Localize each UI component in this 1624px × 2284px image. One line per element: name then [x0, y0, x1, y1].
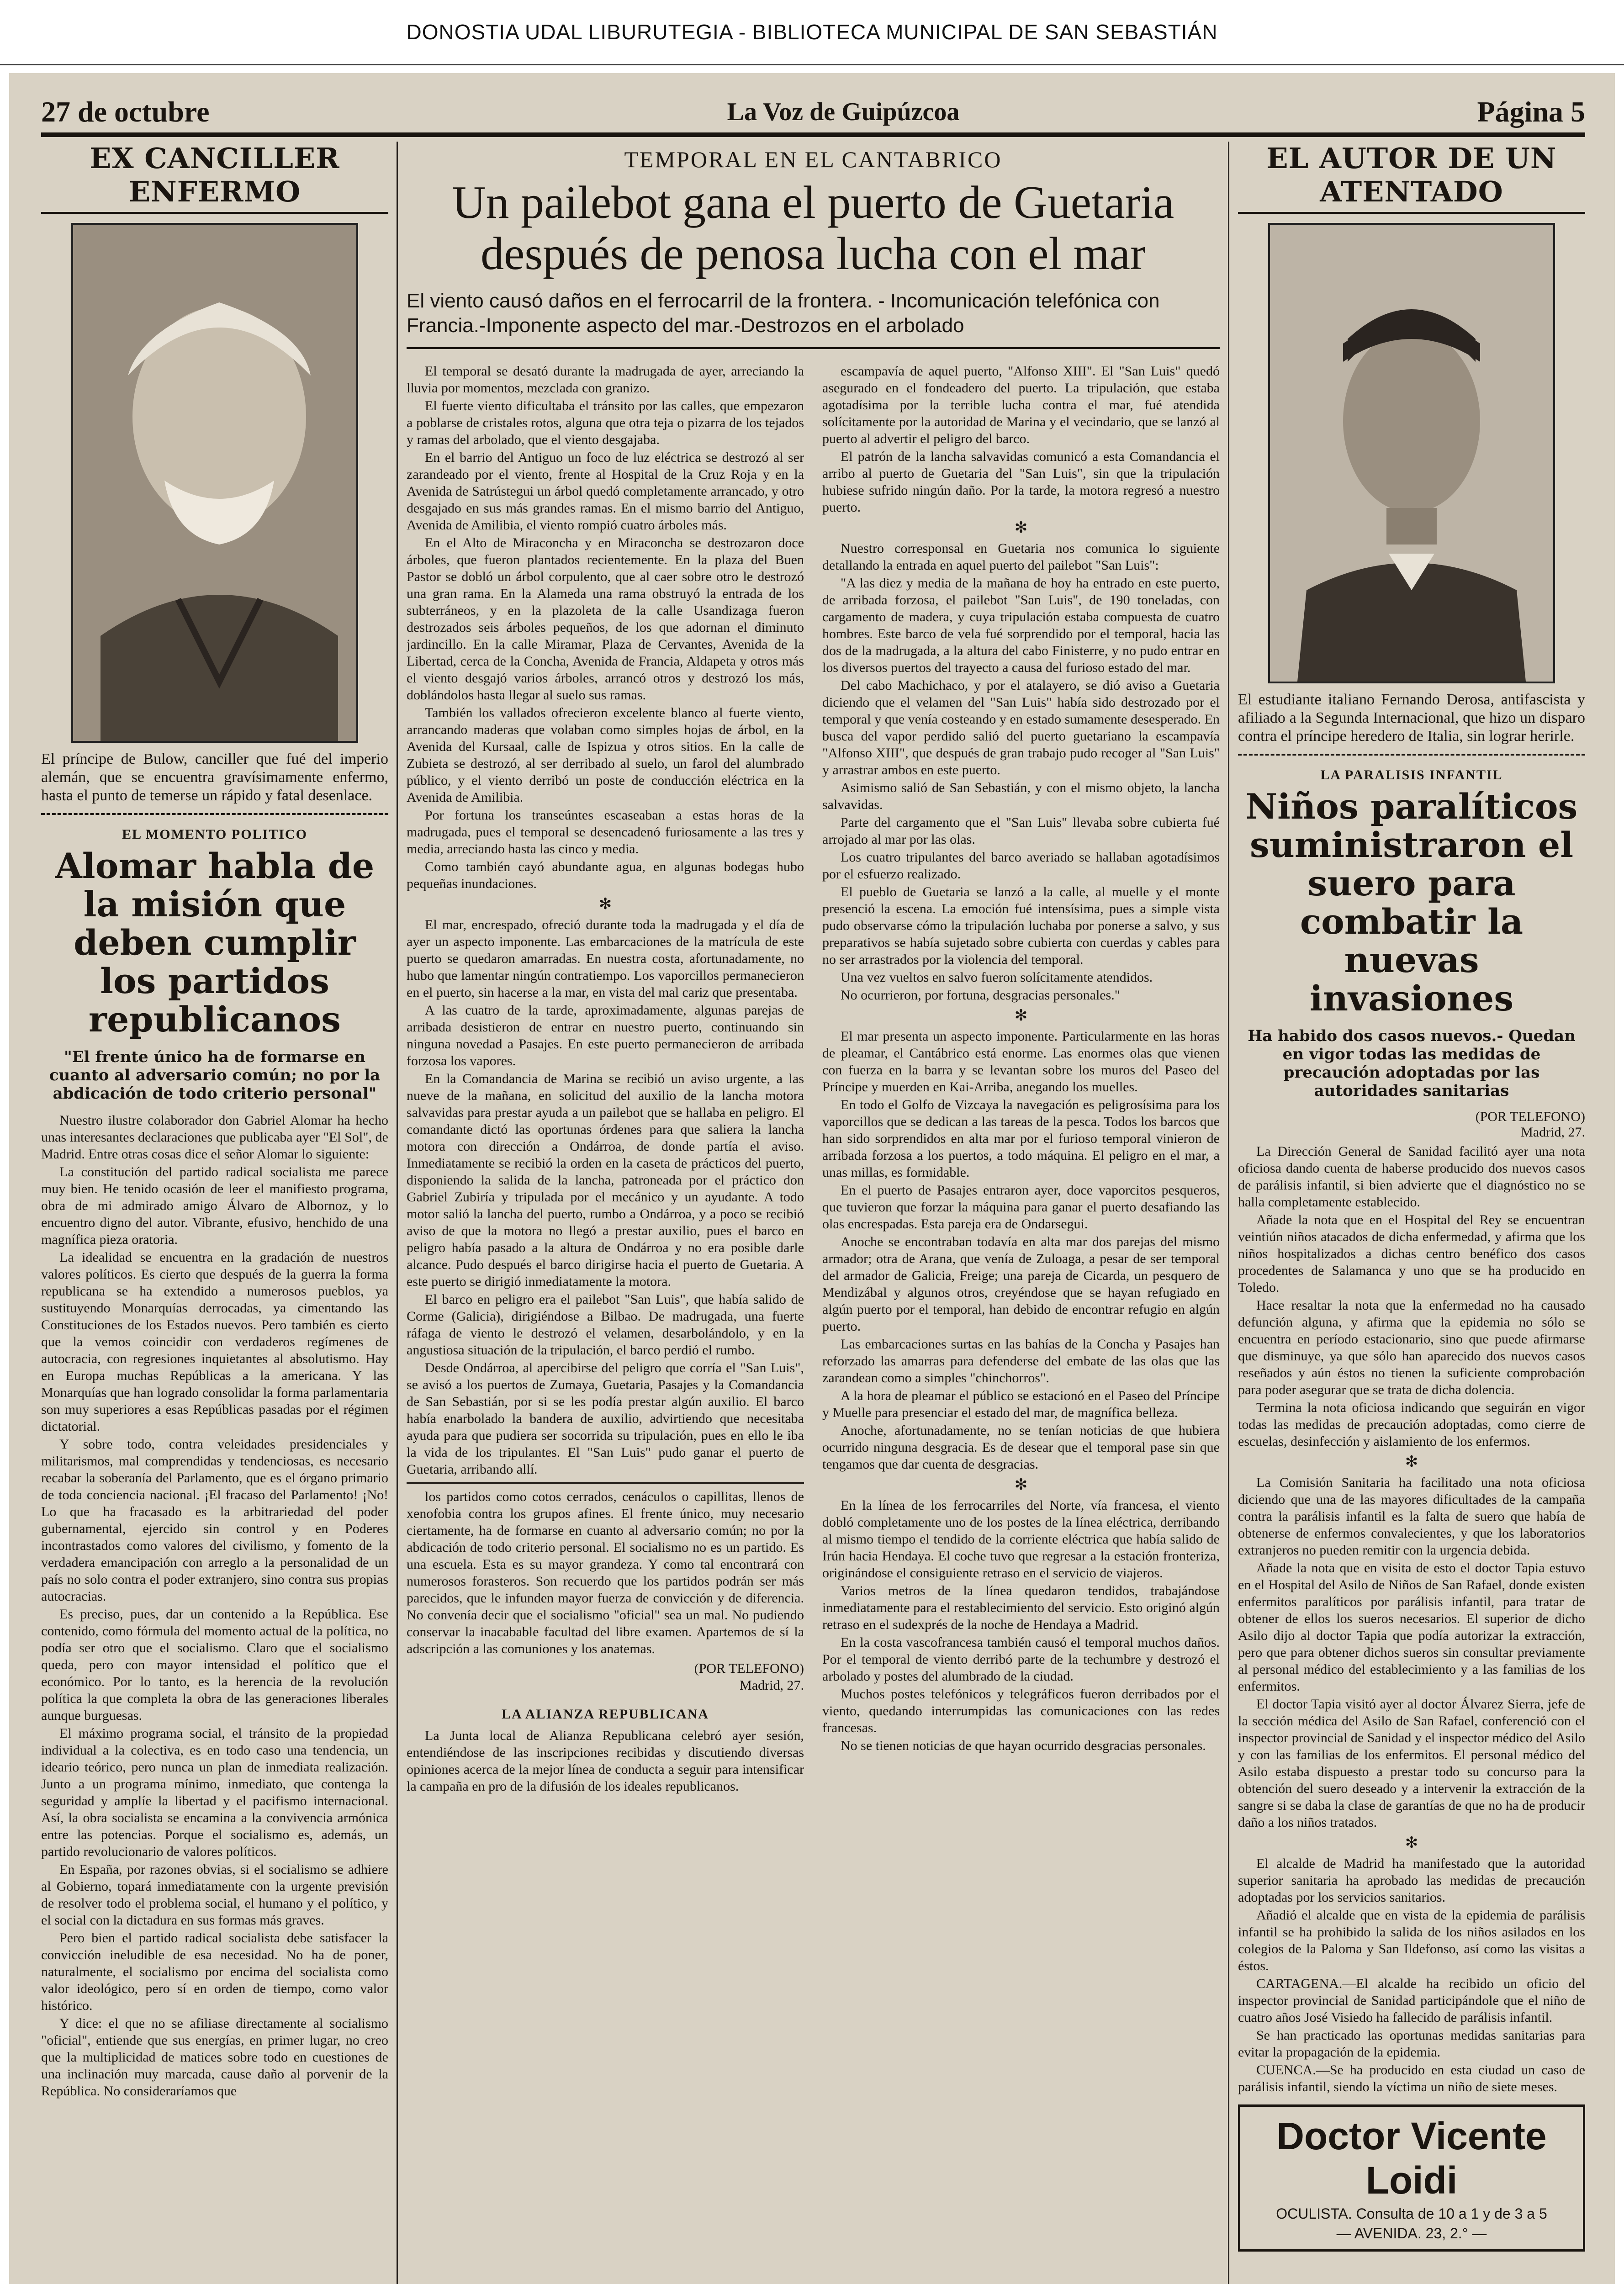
right-section: LA PARALISIS INFANTIL	[1320, 767, 1503, 782]
paragraph: Y sobre todo, contra veleidades presidenciales y militarismos, mal comprendidas y tendenciosas, es necesario recabar la soberanía del Parlamento, que es el órgano primario de toda conciencia nacional. ¡El fracaso del Parlamento! ¡No! Lo que ha fracasado es la arbitrariedad del poder gubernamental, ejercido sin control y en Poderes incontrastados como valores del civilismo, y fomento de la verdadera emancipación con arreglo a la personalidad de un país no solo contra el poder extranjero, sino contra sus propias autocracias.	[41, 1437, 388, 1604]
paragraph: Nuestro corresponsal en Guetaria nos comunica lo siguiente detallando la entrada en aquel puerto del pailebot "San Luis":	[822, 541, 1220, 573]
paragraph: A la hora de pleamar el público se estacionó en el Paseo del Príncipe y Muelle para presenciar el estado del mar, de magnífica belleza.	[822, 1388, 1220, 1420]
paragraph: En la costa vascofrancesa también causó el temporal muchos daños. Por el temporal de viento derribó parte de la techumbre y destrozó el arbolado y postes del alumbrado de la ciudad.	[822, 1635, 1220, 1684]
newspaper-page	[9, 73, 1615, 2284]
archive-header	[0, 0, 1624, 65]
paragraph: Varios metros de la línea quedaron tendidos, trabajándose inmediatamente para el restablecimiento del servicio. Esto originó algún retraso en el sudexprés de la noche de Hendaya a Madrid.	[822, 1583, 1220, 1632]
paragraph: CUENCA.—Se ha producido en esta ciudad un caso de parálisis infantil, siendo la víctima un niño de siete meses.	[1238, 2062, 1585, 2094]
column-divider	[397, 142, 398, 2284]
separator-asterisk: ✻	[1014, 1476, 1028, 1493]
deck: El viento causó daños en el ferrocarril de la frontera. - Incomunicación telefónica con Francia.-Imponente aspecto del mar.-Destrozos en el arbolado	[407, 289, 1220, 349]
left-body	[41, 1112, 388, 2099]
portrait-illustration	[73, 225, 356, 741]
left-column	[41, 142, 388, 2284]
paragraph: Es preciso, pues, dar un contenido a la República. Ese contenido, como fórmula del momento actual de la política, no podía ser otro que el socialismo. Claro que el socialismo queda, pero con mayor intensidad el político que el económico. Por lo tanto, es la herencia de la revolución política la que completa la obra de las generaciones liberales aunque burguesas.	[41, 1607, 388, 1723]
paragraph: En todo el Golfo de Vizcaya la navegación es peligrosísima para los vaporcillos que se dedican a las tareas de la pesca. Todos los barcos que han sido sorprendidos en alta mar por el furioso temporal vinieron de arribada forzosa a los puertos, a todo máquina. El peligro en el mar, a unas millas, es formidable.	[822, 1097, 1220, 1180]
paragraph: El mar, encrespado, ofreció durante toda la madrugada y el día de ayer un aspecto imponente. Las embarcaciones de la matrícula de este puerto se quedaron amarradas. En nuestra costa, afortunadamente, no hubo que lamentar ningún contratiempo. Los vaporcillos permanecieron en el puerto, sin hacerse a la mar, en vista del mal cariz que presentaba.	[407, 917, 804, 1000]
paragraph: Añade la nota que en el Hospital del Rey se encuentran veintiún niños atacados de dicha enfermedad, y afirma que los niños hospitalizados a dichas centro benéfico dos casos procedentes de Salamanca y uno que se ha producido en Toledo.	[1238, 1212, 1585, 1295]
doctor-ad	[1238, 2104, 1585, 2252]
paragraph: No ocurrieron, por fortuna, desgracias personales."	[841, 988, 1121, 1003]
paragraph: Del cabo Machichaco, y por el atalayero, se dió aviso a Guetaria diciendo que el velamen del "San Luis" había sido destrozado por el temporal y que venía costeando y en estado sumamente desesperado. En busca del vapor perdido salió del puerto guetariano la escampavía "Alfonso XIII", que después de gran trabajo pudo recoger al "San Luis" y arrastrar ambos en este puerto.	[822, 678, 1220, 777]
paragraph: Desde Ondárroa, al apercibirse del peligro que corría el "San Luis", se avisó a los puertos de Zumaya, Guetaria, Pasajes y la Comandancia de San Sebastián, por si se les podía prestar algún auxilio. El barco había enarbolado la bandera de auxilio, advirtiendo que necesitaba ayuda para que pudiera ser socorrida su tripulación, pues en ello le iba la vida de los tripulantes. El "San Luis" pudo ganar el puerto de Guetaria, arribando allí.	[407, 1360, 804, 1477]
folio-date: 27 de octubre	[41, 95, 210, 128]
right-kicker: EL AUTOR DE UN ATENTADO	[1238, 142, 1585, 214]
separator-asterisk: ✻	[1405, 1835, 1418, 1851]
separator-asterisk: ✻	[1014, 1007, 1028, 1024]
separator-asterisk: ✻	[1014, 519, 1028, 536]
paragraph: Los cuatro tripulantes del barco averiado se hallaban agotadísimos por el esfuerzo realizado.	[822, 850, 1220, 882]
divider	[1238, 754, 1585, 756]
dateline: (POR TELEFONO) Madrid, 27.	[1475, 1109, 1585, 1140]
paragraph: En el barrio del Antiguo un foco de luz eléctrica se destrozó al ser zarandeado por el viento, frente al Hospital de la Cruz Roja y en la Avenida de Satrústegui un árbol quedó completamente arrancado, y otro desgajado en sus más grandes ramas. En el mismo barrio del Antiguo, Avenida de Amilibia, el viento rompió cuatro árboles más.	[407, 450, 804, 533]
paragraph: La idealidad se encuentra en la gradación de nuestros valores políticos. Es cierto que después de la guerra la forma republicana se ha extendido a numerosos pueblos, ya sustituyendo Monarquías derrocadas, ya cimentando las Constituciones de los Estados nuevos. Pero también es cierto que la vemos coincidir con verdaderos regímenes de autocracia, con regresiones inquietantes al absolutismo. Hay en Europa muchas Repúblicas a la americana. Y las Monarquías que han logrado consolidar la forma parlamentaria son muy superiores a esas Repúblicas pasadas por el régimen dictatorial.	[41, 1250, 388, 1434]
paragraph: En España, por razones obvias, si el socialismo se adhiere al Gobierno, topará inmediatamente con la urgente previsión de resolver todo el problema social, el humano y el político, y el social con la dictadura en sus formas más graves.	[41, 1862, 388, 1928]
paragraph: No se tienen noticias de que hayan ocurrido desgracias personales.	[841, 1738, 1206, 1753]
paragraph: Pero bien el partido radical socialista debe satisfacer la convicción ineludible de esa necesidad. No ha de poner, naturalmente, el socialismo por encima del socialista como valor ideológico, pero sí en orden de tiempo, como valor histórico.	[41, 1930, 388, 2013]
paragraph: CARTAGENA.—El alcalde ha recibido un oficio del inspector provincial de Sanidad participándole que el niño de cuatro años José Visiedo ha fallecido de parálisis infantil.	[1238, 1976, 1585, 2025]
center-kicker: TEMPORAL EN EL CANTABRICO	[624, 147, 1002, 172]
paragraph: El máximo programa social, el tránsito de la propiedad individual a la colectiva, es en todo caso una tendencia, un ideario teórico, pero nunca un plan de inmediata realización. Junto a un programa mínimo, inmediato, que contenga la seguridad y amplíe la libertad y el pacifismo internacional. Así, la obra socialista se encamina a la convivencia armónica entre las potencias. Porque el socialismo es, además, un partido revolucionario de valores políticos.	[41, 1726, 388, 1859]
archive-banner: DONOSTIA UDAL LIBURUTEGIA - BIBLIOTECA MUNICIPAL DE SAN SEBASTIÁN	[406, 20, 1218, 44]
paragraph: El temporal se desató durante la madrugada de ayer, arreciando la lluvia por momentos, mezclada con granizo.	[407, 364, 804, 396]
paragraph: El patrón de la lancha salvavidas comunicó a esta Comandancia el arribo al puerto de Guetaria del "San Luis", sin que la tripulación hubiese sufrido ningún daño. Por la tarde, la motora regresó a nuestro puerto.	[822, 449, 1220, 515]
paragraph: El pueblo de Guetaria se lanzó a la calle, al muelle y el monte presenció la escena. La emoción fué intensísima, pues a simple vista pudo observarse cómo la tripulación luchaba por ponerse a salvo, y sus preparativos se había sujetado sobre cubierta con cuerdas y cables para no ser arrastrados por la violencia del temporal.	[822, 884, 1220, 967]
suspect-illustration	[1270, 225, 1553, 682]
left-headline: Alomar habla de la misión que deben cumplir los partidos republicanos	[55, 846, 375, 1040]
divider	[41, 813, 388, 815]
paragraph: Hace resaltar la nota que la enfermedad no ha causado defunción alguna, y afirma que la epidemia no sólo se encuentra en período estacionario, sino que puede afirmarse que disminuye, ya que sólo han aparecido dos nuevos casos reseñados y aún éstos no tienen la suficiente comprobación para poder asegurar que se trata de dicha dolencia.	[1238, 1298, 1585, 1397]
paragraph: Como también cayó abundante agua, en algunas bodegas hubo pequeñas inundaciones.	[407, 859, 804, 891]
left-section: EL MOMENTO POLITICO	[122, 827, 307, 842]
paragraph: El doctor Tapia visitó ayer al doctor Álvarez Sierra, jefe de la sección médica del Asilo de San Rafael, conferenció con el inspector provincial de Sanidad y el inspector médico del Asilo y con las familias de los enfermitos. El personal médico del Asilo estaba dispuesto a prestar todo su concurso para la obtención del suero deseado y a intervenir la extracción de la sangre si se daba la clase de garantías de que no ha de producir daño a los niños tratados.	[1238, 1697, 1585, 1830]
left-kicker: EX CANCILLER ENFERMO	[41, 142, 388, 214]
paragraph: Las embarcaciones surtas en las bahías de la Concha y Pasajes han reforzado las amarras para defenderse del embate de las olas que las zarandean como a simples "chinchorros".	[822, 1337, 1220, 1385]
paragraph: Parte del cargamento que el "San Luis" llevaba sobre cubierta fué arrojado al mar por las olas.	[822, 815, 1220, 847]
portrait-caption: El príncipe de Bulow, canciller que fué del imperio alemán, que se encuentra gravísimamente enfermo, hasta el punto de temerse un rápido y fatal desenlace.	[41, 751, 388, 804]
paragraph: La Comisión Sanitaria ha facilitado una nota oficiosa diciendo que una de las mayores dificultades de la campaña contra la parálisis infantil es la falta de suero que había de obtenerse de enfermos convalecientes, y que los laboratorios extranjeros no pueden remitir con la urgencia debida.	[1238, 1475, 1585, 1558]
suspect-caption: El estudiante italiano Fernando Derosa, antifascista y afiliado a la Segunda Internacional, que hizo un disparo contra el príncipe heredero de Italia, sin lograr herirle.	[1238, 691, 1585, 745]
paragraph: El mar presenta un aspecto imponente. Particularmente en las horas de pleamar, el Cantábrico está enorme. Las enormes olas que vienen con fuerza en la barra y se levantan sobre los muros del Paseo del Príncipe y muerden en Kai-Arriba, anegando los muelles.	[822, 1029, 1220, 1094]
dateline: (POR TELEFONO) Madrid, 27.	[694, 1661, 804, 1693]
center-subcolumn-1	[407, 363, 804, 1796]
paragraph: Añadió el alcalde que en vista de la epidemia de parálisis infantil se ha prohibido la salida de los niños asilados en los colegios de la Paloma y San Ildefonso, así como las visitas a éstos.	[1238, 1908, 1585, 1973]
paragraph: La Junta local de Alianza Republicana celebró ayer sesión, entendiéndose de las inscripciones recibidas y discutiendo diversas opiniones acerca de la mejor línea de conducta a seguir para intensificar la campaña en pro de la difusión de los ideales republicanos.	[407, 1728, 804, 1794]
paragraph: En el Alto de Miraconcha y en Miraconcha se destrozaron doce árboles, que fueron plantados recientemente. En la plaza del Buen Pastor se dobló un árbol corpulento, que al caer sobre otro le destrozó una gran rama. En la Alameda una rama obstruyó la entrada de los subterráneos, y en la plazoleta de la calle Usandizaga fueron destrozados seis árboles pequeños, de los que adornan el diminuto jardincillo. En la calle Miramar, Plaza de Cervantes, Avenida de la Libertad, cerca de la Concha, Avenida de Francia, Aldapeta y otros más el viento desgajó varios árboles, arrancó otros y destrozó los más, doblándolos hasta llegar al suelo sus ramas.	[407, 535, 804, 703]
right-headline: Niños paralíticos suministraron el suero para combatir la nuevas invasiones	[1245, 786, 1578, 1019]
main-headline: Un pailebot gana el puerto de Guetaria después de penosa lucha con el mar	[452, 177, 1174, 280]
paragraph: A las cuatro de la tarde, aproximadamente, algunas parejas de arribada desistieron de entrar en nuestro puerto, continuando sin ninguna novedad a Pasajes. En este puerto permanecieron de arribada forzosa los vapores.	[407, 1003, 804, 1068]
folio-line	[41, 91, 1585, 137]
alianza-title: LA ALIANZA REPUBLICANA	[501, 1707, 709, 1722]
paragraph: Termina la nota oficiosa indicando que seguirán en vigor todas las medidas de precaución adoptadas, como cierre de escuelas, desinfección y aislamiento de los enfermos.	[1238, 1400, 1585, 1449]
right-column	[1238, 142, 1585, 2284]
separator-asterisk: ✻	[598, 896, 612, 913]
paragraph: El fuerte viento dificultaba el tránsito por las calles, que empezaron a poblarse de cristales rotos, alguna que otra teja o pizarra de los tejados y ramas del arbolado, que el viento desgajaba.	[407, 398, 804, 447]
column-divider	[1228, 142, 1229, 2284]
divider	[407, 1482, 804, 1484]
paragraph: Asimismo salió de San Sebastián, y con el mismo objeto, la lancha salvavidas.	[822, 780, 1220, 812]
center-subcolumns	[407, 363, 1220, 1796]
paragraph: Por fortuna los transeúntes escaseaban a estas horas de la madrugada, pues el temporal se desencadenó furiosamente a las tres y media, arreciando hasta las cinco y media.	[407, 808, 804, 856]
folio-masthead: La Voz de Guipúzcoa	[727, 98, 960, 126]
left-subheadline: "El frente único ha de formarse en cuanto al adversario común; no por la abdicación de todo criterio personal"	[49, 1048, 381, 1103]
paragraph: El alcalde de Madrid ha manifestado que la autoridad superior sanitaria ha aprobado las medidas de precaución adoptadas por los servicios sanitarios.	[1238, 1856, 1585, 1905]
paragraph: Añade la nota que en visita de esto el doctor Tapia estuvo en el Hospital del Asilo de Niños de San Rafael, donde existen enfermitos paralíticos por parálisis infantil, para tratar de obtener de ellos los sueros necesarios. El superior de dicho Asilo dijo al doctor Tapia que podía autorizar la extracción, pero que para obtener dichos sueros sin consultar previamente al personal médico del establecimiento y a las familias de los enfermitos.	[1238, 1560, 1585, 1694]
right-subheadline: Ha habido dos casos nuevos.- Quedan en vigor todas las medidas de precaución adoptadas por las autoridades sanitarias	[1248, 1027, 1576, 1100]
paragraph: Se han practicado las oportunas medidas sanitarias para evitar la propagación de la epidemia.	[1238, 2028, 1585, 2060]
paragraph: La constitución del partido radical socialista me parece muy bien. He tenido ocasión de leer el manifiesto programa, obra de mi admirado amigo Álvaro de Albornoz, y lo encuentro digno del autor. Vibrante, efusivo, henchido de una magnífica pieza oratoria.	[41, 1164, 388, 1247]
folio-page: Página 5	[1477, 95, 1585, 128]
separator-asterisk: ✻	[1405, 1454, 1418, 1470]
suspect-photo	[1268, 223, 1555, 683]
paragraph: También los vallados ofrecieron excelente blanco al fuerte viento, arrancando maderas que volaban como simples hojas de árbol, en la Avenida del Kursaal, calle de Ispizua y otros sitios. En la calle de Zubieta se destrozó, al ser derribado al suelo, un farol del alumbrado público, y el viento derribó un poste de conducción eléctrica en la Avenida de Amilibia.	[407, 705, 804, 805]
paragraph: En la línea de los ferrocarriles del Norte, vía francesa, el viento dobló completamente uno de los postes de la línea eléctrica, derribando al mismo tiempo el tendido de la corriente eléctrica que había salido de Irún hacia Hendaya. El coche tuvo que regresar a la estación fronteriza, originándose el consiguiente retraso en el servicio de viajeros.	[822, 1498, 1220, 1581]
paragraph: Una vez vueltos en salvo fueron solícitamente atendidos.	[841, 970, 1153, 985]
paragraph: La Dirección General de Sanidad facilitó ayer una nota oficiosa dando cuenta de haberse producido dos nuevos casos de parálisis infantil, si bien advierte que el diagnóstico no se halla completamente establecido.	[1238, 1144, 1585, 1210]
paragraph: En el puerto de Pasajes entraron ayer, doce vaporcitos pesqueros, que tuvieron que forzar la máquina para ganar el puerto desafiando las olas encrespadas. Esta pareja era de Ondarsegui.	[822, 1183, 1220, 1232]
paragraph: los partidos como cotos cerrados, cenáculos o capillitas, llenos de xenofobia contra los grupos afines. El frente único, muy necesario ciertamente, ha de formarse en cuanto al adversario común; no por la abdicación de todo criterio personal. El socialismo no es un partido. Es una escuela. Esta es su mayor grandeza. Y como tal encontrará con numerosos forasteros. Son recuerdo que los partidos podrán ser más parecidos, que le infunden mayor fuerza de convicción y de diferencia. No convenía decir que el socialismo "oficial" sea un mal. No pudiendo conservar la inacabable facultad del libre examen. Apartemos de sí la adscripción a las comuniones y los anatemas.	[407, 1489, 804, 1656]
right-body	[1238, 1143, 1585, 2095]
ad-name: Doctor Vicente Loidi	[1276, 2115, 1547, 2202]
ad-specialty: OCULISTA. Consulta de 10 a 1 y de 3 a 5	[1276, 2205, 1547, 2222]
paragraph: Y dice: el que no se afiliase directamente al socialismo "oficial", entiende que sus energías, en primer lugar, no creo que la multiplicidad de matices sobre todo en cuestiones de una inclinación muy marcada, cause daño al porvenir de la República. No consideraríamos que	[41, 2016, 388, 2099]
portrait-photo	[71, 223, 358, 743]
paragraph: Anoche, afortunadamente, no se tenían noticias de que hubiera ocurrido ninguna desgracia. Es de desear que el temporal pase sin que tengamos que dar cuenta de desgracias.	[822, 1423, 1220, 1472]
paragraph: escampavía de aquel puerto, "Alfonso XIII". El "San Luis" quedó asegurado en el fondeadero del puerto. La tripulación, que estaba agotadísima por la terrible lucha contra el mar, fué atendida solícitamente por la autoridad de Marina y el vecindario, que se lanzó al puerto al advertir el peligro del barco.	[822, 364, 1220, 446]
ad-address: — AVENIDA. 23, 2.° —	[1336, 2225, 1487, 2242]
paragraph: Muchos postes telefónicos y telegráficos fueron derribados por el viento, quedando interrumpidas las comunicaciones con las redes francesas.	[822, 1687, 1220, 1735]
center-column	[407, 142, 1220, 2284]
paragraph: En la Comandancia de Marina se recibió un aviso urgente, a las nueve de la mañana, en solicitud del auxilio de la lancha motora salvavidas para prestar ayuda a un pailebot que se hallaba en peligro. El comandante dictó las oportunas órdenes para que saliera la lancha motora con dirección a Ondárroa, de donde partía el aviso. Inmediatamente se recibió la orden en la caseta de prácticos del puerto, disponiendo la salida de la lancha, patroneada por el práctico don Gabriel Zubiría y tripulada por el mecánico y un ayudante. A todo motor salió la lancha del puerto, rumbo a Ondárroa, y a poco se recibió aviso de que la motora no llegó a prestar auxilio, pues el barco en peligro había pasado a la altura de Ondárroa y no era posible darle alcance. Pudo después el barco dirigirse hacia el puerto de Guetaria. A este puerto se dirigió inmediatamente la motora.	[407, 1071, 804, 1289]
paragraph: Nuestro ilustre colaborador don Gabriel Alomar ha hecho unas interesantes declaraciones que publicaba ayer "El Sol", de Madrid. Entre otras cosas dice el señor Alomar lo siguiente:	[41, 1113, 388, 1162]
paragraph: "A las diez y media de la mañana de hoy ha entrado en este puerto, de arribada forzosa, el pailebot "San Luis", de 190 toneladas, con cargamento de madera, y cuya tripulación estaba compuesta de cuatro hombres. Este barco de vela fué sorprendido por el temporal, hacia las dos de la madrugada, a la altura del cabo Finisterre, y no pudo entrar en los diversos puertos del trayecto a causa del furioso estado del mar.	[822, 576, 1220, 675]
paragraph: El barco en peligro era el pailebot "San Luis", que había salido de Corme (Galicia), dirigiéndose a Bilbao. De madrugada, una fuerte ráfaga de viento le destrozó el velamen, desarbolándolo, y en la angustiosa situación de la tripulación, el barco perdió el rumbo.	[407, 1292, 804, 1358]
center-subcolumn-2	[822, 363, 1220, 1796]
paragraph: Anoche se encontraban todavía en alta mar dos parejas del mismo armador; otra de Arana, que venía de Zuloaga, a pesar de ser temporal del armador de Galicia, Freige; una pareja de Cicarda, un pesquero de Mendizábal y algunos otros, creyéndose que se hayan refugiado en algún puerto por el temporal, han debido de encontrar refugio en algún puerto.	[822, 1234, 1220, 1334]
